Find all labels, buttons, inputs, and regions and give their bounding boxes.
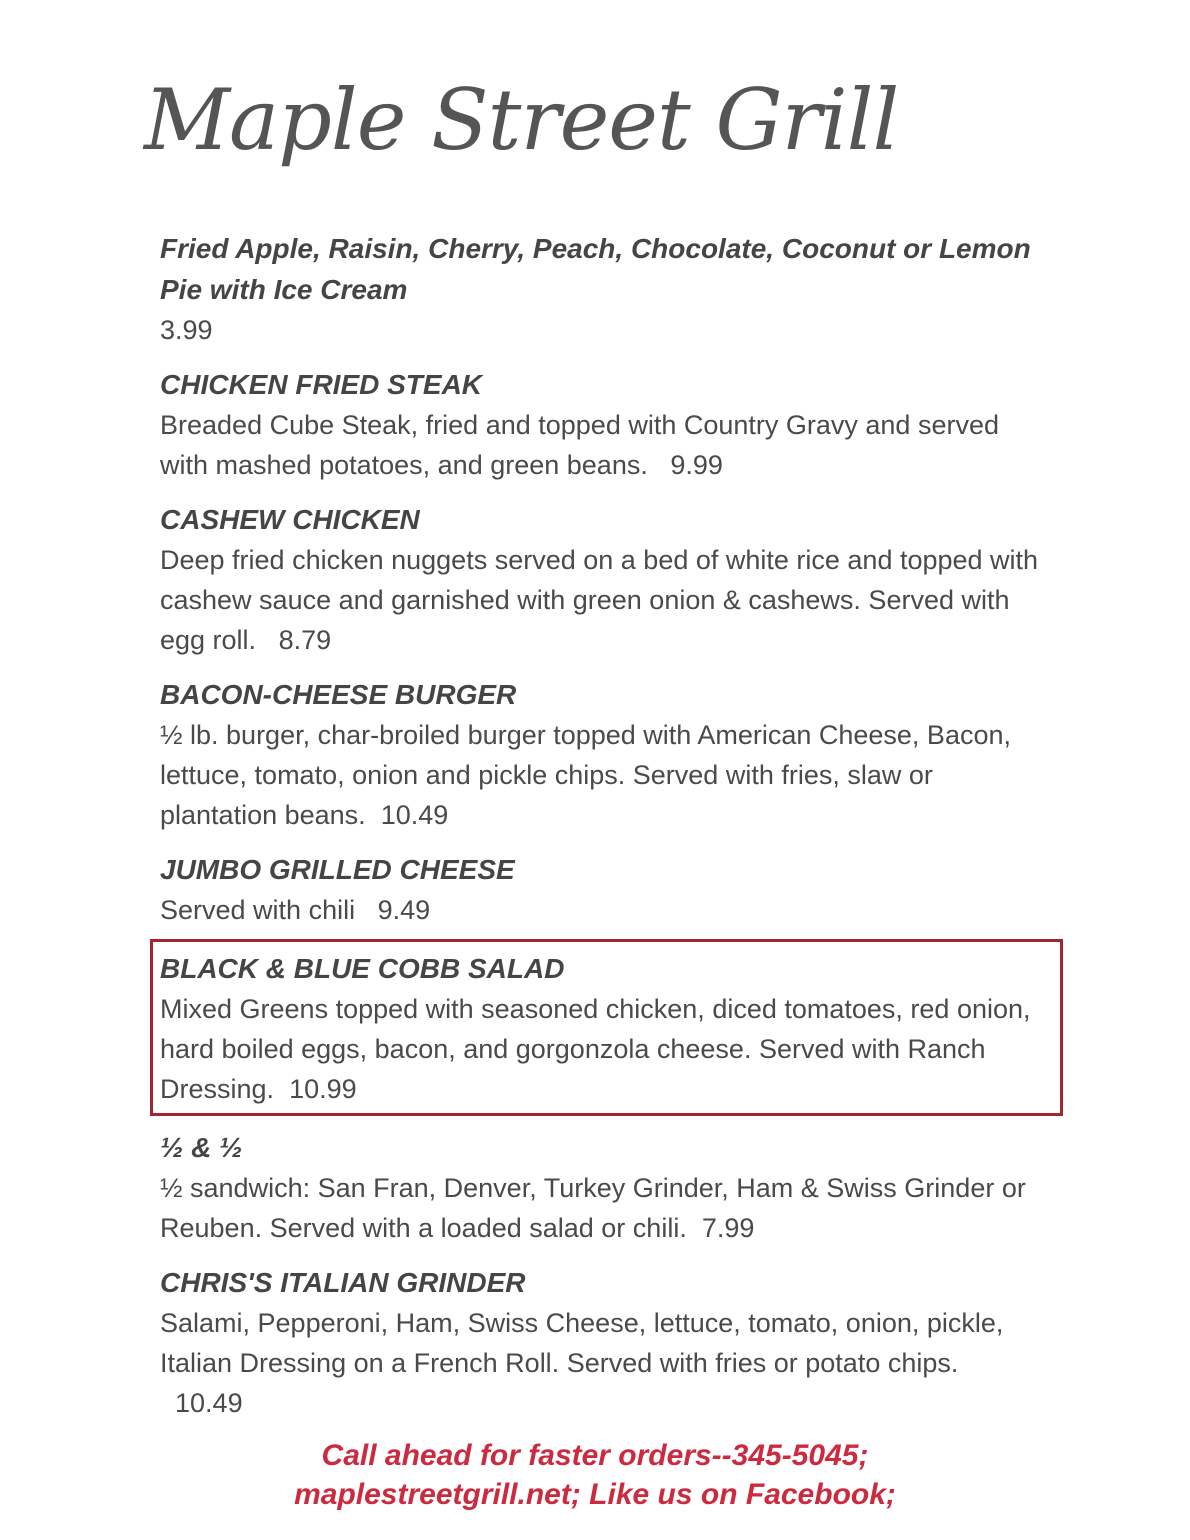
menu-item-price: 10.49 [380, 800, 449, 830]
menu-item-price: 8.79 [278, 625, 332, 655]
menu-item-price: 10.99 [289, 1074, 357, 1104]
menu-item-cashew-chicken [160, 499, 1040, 660]
menu-item-pie [160, 228, 1040, 350]
menu-item-name: JUMBO GRILLED CHEESE [160, 854, 515, 885]
menu-item-description [160, 715, 1040, 835]
menu-item-description [160, 540, 1040, 660]
menu-item-price: 7.99 [701, 1213, 755, 1243]
menu-item-price: 10.49 [175, 1388, 243, 1418]
menu-item-description-text: Salami, Pepperoni, Ham, Swiss Cheese, lettuce, tomato, onion, pickle, Italian Dressing on a French Roll. Served with fries or potato chips. [160, 1308, 1004, 1378]
menu-item-name: ½ & ½ [160, 1132, 243, 1163]
menu-item-price: 9.49 [377, 895, 431, 925]
menu-item-price: 3.99 [160, 315, 213, 345]
menu-item-name: Fried Apple, Raisin, Cherry, Peach, Chocolate, Coconut or Lemon Pie with Ice Cream [160, 233, 1031, 305]
menu-list [160, 228, 1040, 1437]
menu-item-description-text: ½ lb. burger, char-broiled burger topped with American Cheese, Bacon, lettuce, tomato, onion and pickle chips. Served with fries, slaw or plantation beans. [160, 720, 1011, 830]
menu-item-name: BACON-CHEESE BURGER [160, 679, 517, 710]
menu-item-jumbo-grilled-cheese [160, 849, 1040, 930]
menu-item-description-text: ½ sandwich: San Fran, Denver, Turkey Grinder, Ham & Swiss Grinder or Reuben. Served with a loaded salad or chili. [160, 1173, 1026, 1243]
footer-contact [0, 1436, 1190, 1514]
menu-item-description [160, 1303, 1040, 1423]
menu-item-description-text: Served with chili [160, 895, 356, 925]
menu-item-description [160, 405, 1040, 485]
menu-item-description [160, 1168, 1040, 1248]
menu-item-chicken-fried-steak [160, 364, 1040, 485]
menu-item-name: BLACK & BLUE COBB SALAD [160, 953, 565, 984]
restaurant-title: Maple Street Grill [144, 71, 899, 169]
menu-item-name: CHICKEN FRIED STEAK [160, 369, 483, 400]
footer-phone-line: Call ahead for faster orders--345-5045; [321, 1439, 869, 1472]
menu-item-description [160, 890, 1040, 930]
menu-item-name: CHRIS'S ITALIAN GRINDER [160, 1267, 526, 1298]
menu-item-half-and-half [160, 1127, 1040, 1248]
menu-item-name: CASHEW CHICKEN [160, 504, 420, 535]
menu-item-cobb-salad-highlighted [153, 942, 1060, 1113]
menu-item-price: 9.99 [670, 450, 723, 480]
menu-item-italian-grinder [160, 1262, 1040, 1423]
menu-item-description-text: Mixed Greens topped with seasoned chicken, diced tomatoes, red onion, hard boiled eggs, bacon, and gorgonzola cheese. Served with Ranch Dressing. [160, 994, 1031, 1104]
menu-item-bacon-cheese-burger [160, 674, 1040, 835]
menu-item-description-text: Deep fried chicken nuggets served on a bed of white rice and topped with cashew sauce and garnished with green onion & cashews. Served with egg roll. [160, 545, 1039, 655]
menu-item-description [160, 989, 1040, 1109]
footer-web-line: maplestreetgrill.net; Like us on Facebook; [294, 1478, 896, 1511]
menu-item-description-text: Breaded Cube Steak, fried and topped with Country Gravy and served with mashed potatoes, and green beans. [160, 410, 999, 480]
